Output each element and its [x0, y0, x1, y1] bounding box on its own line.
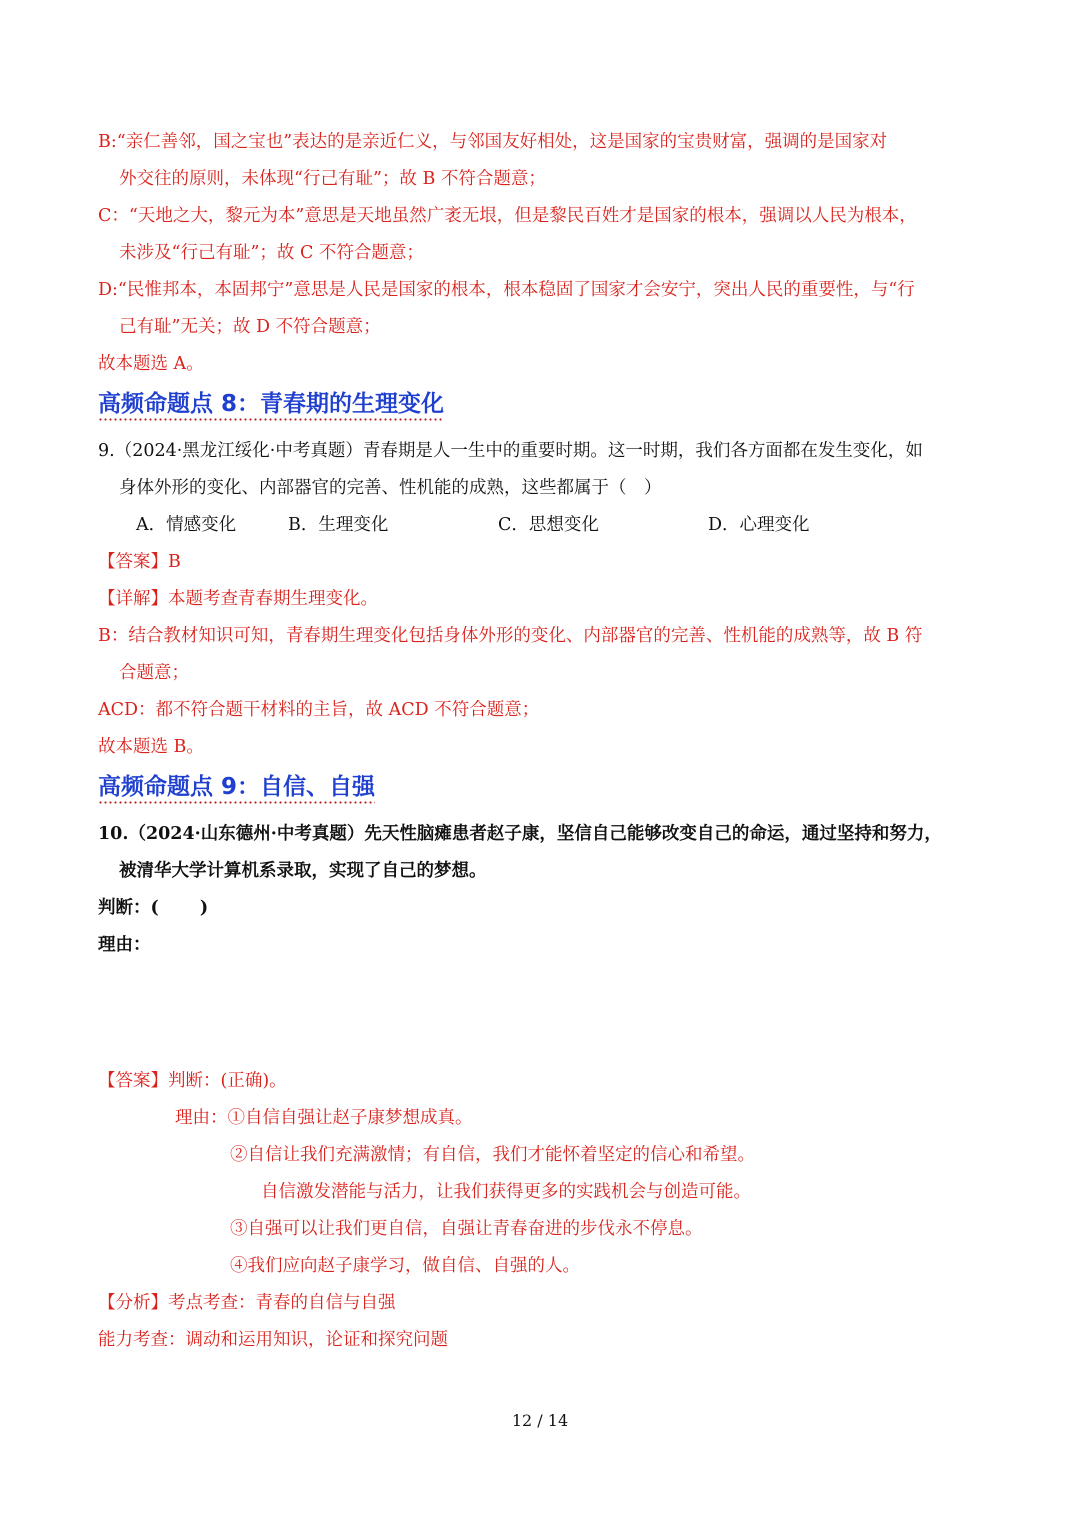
q10-answer: 【答案】判断：(正确)。: [98, 1071, 287, 1091]
prev-d-line1: D:“民惟邦本，本固邦宁”意思是人民是国家的根本，根本稳固了国家才会安宁，突出人民的重要性，与“行: [98, 280, 915, 300]
q10-judge: 判断：( ): [98, 898, 209, 918]
q10-reason-2: ②自信让我们充满激情；有自信，我们才能怀着坚定的信心和希望。: [230, 1145, 755, 1165]
q9-detail: 【详解】本题考查青春期生理变化。: [98, 589, 378, 609]
q10-reason-3: ③自强可以让我们更自信，自强让青春奋进的步伐永不停息。: [230, 1219, 703, 1239]
section-heading-9: 高频命题点 9：自信、自强: [98, 772, 375, 804]
page-number: 12 / 14: [511, 1411, 569, 1430]
q9-option-b: B．生理变化: [288, 515, 389, 535]
q9-acd: ACD：都不符合题干材料的主旨，故 ACD 不符合题意；: [98, 700, 540, 720]
prev-c-line1: C：“天地之大，黎元为本”意思是天地虽然广袤无垠，但是黎民百姓才是国家的根本，强调以人民为根本，: [98, 206, 917, 226]
prev-b-line1: B:“亲仁善邻，国之宝也”表达的是亲近仁义，与邻国友好相处，这是国家的宝贵财富，强调的是国家对: [98, 132, 888, 152]
q9-option-d: D．心理变化: [708, 515, 810, 535]
q9-stem-line1: 9.（2024·黑龙江绥化·中考真题）青春期是人一生中的重要时期。这一时期，我们各方面都在发生变化，如: [98, 441, 923, 461]
q10-reason-2b: 自信激发潜能与活力，让我们获得更多的实践机会与创造可能。: [261, 1182, 751, 1202]
prev-d-line2: 己有耻”无关；故 D 不符合题意；: [119, 317, 381, 337]
q10-stem-line2: 被清华大学计算机系录取，实现了自己的梦想。: [119, 861, 487, 881]
q9-stem-line2: 身体外形的变化、内部器官的完善、性机能的成熟，这些都属于（ ）: [119, 478, 662, 498]
q10-ability: 能力考查：调动和运用知识，论证和探究问题: [98, 1330, 448, 1350]
q9-conclusion: 故本题选 B。: [98, 737, 204, 757]
section-heading-8: 高频命题点 8：青春期的生理变化: [98, 389, 444, 421]
q9-answer: 【答案】B: [98, 552, 181, 572]
prev-conclusion: 故本题选 A。: [98, 354, 204, 374]
q9-b-line1: B：结合教材知识可知，青春期生理变化包括身体外形的变化、内部器官的完善、性机能的成熟等，故 B 符: [98, 626, 923, 646]
q10-analysis: 【分析】考点考查：青春的自信与自强: [98, 1293, 396, 1313]
q9-b-line2: 合题意；: [119, 663, 189, 683]
q9-option-a: A．情感变化: [136, 515, 237, 535]
q10-reason-label: 理由：: [98, 935, 151, 955]
q10-reason-4: ④我们应向赵子康学习，做自信、自强的人。: [230, 1256, 580, 1276]
q10-stem-line1: 10.（2024·山东德州·中考真题）先天性脑瘫患者赵子康，坚信自己能够改变自己的命运，通过坚持和努力，: [98, 824, 942, 844]
q10-reason-1: 理由：①自信自强让赵子康梦想成真。: [175, 1108, 473, 1128]
q9-option-c: C．思想变化: [498, 515, 599, 535]
prev-c-line2: 未涉及“行己有耻”；故 C 不符合题意；: [119, 243, 424, 263]
prev-b-line2: 外交往的原则，未体现“行己有耻”；故 B 不符合题意；: [119, 169, 546, 189]
